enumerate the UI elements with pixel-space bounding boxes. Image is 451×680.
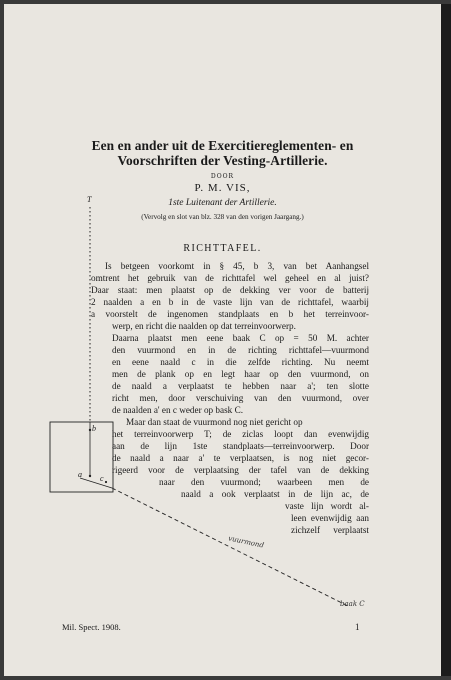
paragraph-line: richt men, door verschuiving van den vuurmond, over: [112, 393, 369, 403]
title-line-2: Voorschriften der Vesting-Artillerie.: [117, 153, 328, 168]
paragraph-line: a voorstelt de ingenomen standplaats en b het terreinvoor-: [91, 309, 369, 319]
needle-a-dot: [89, 475, 91, 477]
paragraph-line: men de plank op en legt haar op den vuurmond, on: [112, 369, 369, 379]
paragraph-line: en eene naald c in die zelfde richting. Nu neemt: [112, 357, 369, 367]
paragraph-line: vaste lijn wordt al-: [285, 501, 369, 511]
paragraph-line: Maar dan staat de vuurmond nog niet gericht op: [126, 417, 303, 427]
paragraph-line: de naalden a' en c weder op bask C.: [112, 405, 243, 415]
author-rank: 1ste Luitenant der Artillerie.: [168, 198, 277, 208]
paragraph-line: naald a ook verplaatst in de lijn ac, de: [181, 489, 369, 499]
paragraph-line: leen evenwijdig aan: [291, 513, 369, 523]
label-c: c: [100, 474, 104, 483]
paragraph-line: den vuurmond en in de richting richttafel—vuurmond: [112, 345, 369, 355]
paragraph-line: de naald a verplaatst te hebben naar a'; ten slotte: [112, 381, 369, 391]
paragraph-line: omtrent het gebruik van de richttafel wel geheel en al juist?: [91, 273, 369, 283]
paragraph-line: naar den vuurmond; waarbeen men de: [159, 477, 369, 487]
paragraph-line: zichzelf verplaatst: [291, 525, 369, 535]
continuation-note: (Vervolg en slot van blz. 328 van den vorigen Jaargang.): [141, 213, 304, 221]
needle-b-dot: [89, 429, 91, 431]
by-label: DOOR: [210, 173, 235, 180]
aiming-line-to-baak: [112, 488, 348, 606]
paragraph-line: aan de lijn 1ste standplaats—terreinvoorwerp. Door: [112, 441, 369, 451]
paragraph-line: 2 naalden a en b in de vaste lijn van de richttafel, waarbij: [91, 297, 369, 307]
paragraph-line: rigeerd voor de verplaatsing der tafel van de dekking: [112, 465, 369, 475]
label-a: a: [78, 470, 82, 479]
needle-c-dot: [105, 481, 107, 483]
paragraph-line: Daar staat: men plaatst op de dekking ver voor de batterij: [91, 285, 369, 295]
paragraph-line: werp, en richt die naalden op dat terreinvoorwerp.: [112, 321, 296, 331]
paragraph-line: de naald a naar a' te verplaatsen, is nog niet gecor-: [112, 453, 369, 463]
document-page: [4, 4, 441, 676]
handwritten-baak: baak C: [340, 600, 365, 608]
author-name: P. M. VIS,: [194, 182, 251, 194]
label-b: b: [92, 424, 96, 433]
paragraph-line: het terreinvoorwerp T; de ziclas loopt dan evenwijdig: [112, 429, 369, 439]
label-T: T: [87, 195, 92, 204]
richttafel-diagram: [4, 4, 441, 676]
paragraph-line: Is betgeen voorkomt in § 45, b 3, van bet Aanhangsel: [105, 261, 369, 271]
title-line-1: Een en ander uit de Exercitiereglementen- en: [91, 138, 354, 153]
handwritten-vuurmond: vuurmond: [227, 534, 265, 550]
page-number: 1: [355, 622, 360, 632]
needle-line-ac: [80, 478, 112, 488]
page-edge-shadow: [441, 4, 451, 676]
footer-publication: Mil. Spect. 1908.: [62, 622, 121, 632]
section-title: RICHTTAFEL.: [183, 243, 262, 254]
paragraph-line: Daarna plaatst men eene baak C op = 50 M. achter: [112, 333, 369, 343]
